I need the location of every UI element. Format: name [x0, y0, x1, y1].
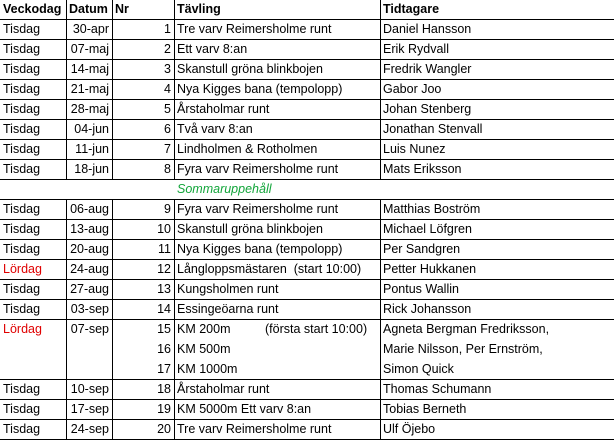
cell-race: Nya Kigges bana (tempolopp) — [177, 242, 343, 256]
cell-date: 07-sep — [70, 322, 109, 336]
cell-race: Kungsholmen runt — [177, 282, 279, 296]
cell-day: Tisdag — [3, 302, 41, 316]
header-race: Tävling — [177, 2, 221, 16]
cell-race: KM 1000m — [177, 362, 238, 376]
table-row — [0, 420, 614, 440]
cell-day: Tisdag — [3, 42, 41, 56]
cell-day: Tisdag — [3, 122, 41, 136]
table-row — [0, 300, 614, 320]
cell-timer: Petter Hukkanen — [383, 262, 477, 276]
table-row — [0, 80, 614, 100]
cell-race: Skanstull gröna blinkbojen — [177, 62, 323, 76]
cell-timer: Michael Löfgren — [383, 222, 472, 236]
cell-day: Tisdag — [3, 142, 41, 156]
header-nr: Nr — [115, 2, 129, 16]
summer-break-row — [0, 180, 614, 200]
cell-race: Skanstull gröna blinkbojen — [177, 222, 323, 236]
cell-nr: 15 — [157, 322, 171, 336]
table-row — [0, 60, 614, 80]
cell-nr: 3 — [164, 62, 171, 76]
cell-nr: 20 — [157, 422, 171, 436]
cell-timer: Mats Eriksson — [383, 162, 462, 176]
header-date: Datum — [69, 2, 108, 16]
cell-nr: 13 — [157, 282, 171, 296]
table-row — [0, 400, 614, 420]
header-day: Veckodag — [3, 2, 62, 16]
cell-race: Årstaholmar runt — [177, 102, 270, 116]
table-row — [0, 100, 614, 120]
grid-line — [66, 200, 67, 440]
cell-nr: 19 — [157, 402, 171, 416]
cell-nr: 1 — [164, 22, 171, 36]
cell-day: Tisdag — [3, 62, 41, 76]
cell-day: Tisdag — [3, 422, 41, 436]
cell-timer: Fredrik Wangler — [383, 62, 472, 76]
cell-race: Årstaholmar runt — [177, 382, 270, 396]
table-row — [0, 220, 614, 240]
cell-day: Tisdag — [3, 22, 41, 36]
cell-date: 21-maj — [70, 82, 109, 96]
cell-timer: Matthias Boström — [383, 202, 481, 216]
cell-day-saturday: Lördag — [3, 262, 42, 276]
table-row — [0, 40, 614, 60]
cell-date: 17-sep — [70, 402, 109, 416]
cell-nr: 2 — [164, 42, 171, 56]
table-row — [0, 260, 614, 280]
grid-line — [380, 200, 381, 440]
cell-date: 11-jun — [75, 142, 109, 156]
cell-nr: 5 — [164, 102, 171, 116]
table-row — [0, 120, 614, 140]
grid-line — [174, 200, 175, 440]
cell-race: Fyra varv Reimersholme runt — [177, 202, 339, 216]
table-row — [0, 20, 614, 40]
cell-date: 06-aug — [70, 202, 109, 216]
cell-race-note: (första start 10:00) — [265, 322, 368, 336]
table-row — [0, 160, 614, 180]
table-row — [0, 380, 614, 400]
grid-line — [112, 200, 113, 440]
cell-timer: Simon Quick — [383, 362, 454, 376]
cell-date: 07-maj — [70, 42, 109, 56]
cell-date: 27-aug — [70, 282, 109, 296]
cell-day: Tisdag — [3, 202, 41, 216]
cell-day: Tisdag — [3, 382, 41, 396]
cell-timer: Johan Stenberg — [383, 102, 472, 116]
cell-nr: 14 — [157, 302, 171, 316]
cell-nr: 17 — [157, 362, 171, 376]
cell-nr: 12 — [157, 262, 171, 276]
cell-timer: Pontus Wallin — [383, 282, 459, 296]
cell-nr: 8 — [164, 162, 171, 176]
cell-race: KM 200m — [177, 322, 231, 336]
cell-day-saturday: Lördag — [3, 322, 42, 336]
cell-day: Tisdag — [3, 102, 41, 116]
grid-line — [66, 0, 67, 180]
cell-timer: Erik Rydvall — [383, 42, 449, 56]
cell-race: Långloppsmästaren (start 10:00) — [177, 262, 362, 276]
cell-race: Essingeöarna runt — [177, 302, 279, 316]
cell-timer: Luis Nunez — [383, 142, 446, 156]
cell-date: 30-apr — [72, 22, 109, 36]
cell-timer: Rick Johansson — [383, 302, 472, 316]
cell-race: KM 5000m Ett varv 8:an — [177, 402, 312, 416]
cell-date: 03-sep — [70, 302, 109, 316]
cell-nr: 11 — [158, 242, 171, 256]
cell-date: 04-jun — [74, 122, 109, 136]
cell-race: Lindholmen & Rotholmen — [177, 142, 318, 156]
table-row — [0, 140, 614, 160]
table-row-km — [0, 320, 614, 380]
cell-day: Tisdag — [3, 222, 41, 236]
cell-timer: Thomas Schumann — [383, 382, 492, 396]
cell-nr: 6 — [164, 122, 171, 136]
table-row — [0, 280, 614, 300]
cell-date: 24-aug — [70, 262, 109, 276]
cell-day: Tisdag — [3, 282, 41, 296]
cell-date: 24-sep — [70, 422, 109, 436]
cell-nr: 10 — [157, 222, 171, 236]
grid-line — [112, 0, 113, 180]
cell-timer: Jonathan Stenvall — [383, 122, 483, 136]
cell-day: Tisdag — [3, 82, 41, 96]
cell-timer: Per Sandgren — [383, 242, 461, 256]
cell-date: 14-maj — [70, 62, 109, 76]
cell-date: 18-jun — [74, 162, 109, 176]
cell-timer: Marie Nilsson, Per Ernström, — [383, 342, 543, 356]
cell-timer: Agneta Bergman Fredriksson, — [383, 322, 550, 336]
cell-date: 20-aug — [70, 242, 109, 256]
cell-date: 28-maj — [70, 102, 109, 116]
cell-timer: Gabor Joo — [383, 82, 442, 96]
cell-race: Nya Kigges bana (tempolopp) — [177, 82, 343, 96]
cell-nr: 16 — [157, 342, 171, 356]
cell-race: Tre varv Reimersholme runt — [177, 422, 332, 436]
cell-race: Tre varv Reimersholme runt — [177, 22, 332, 36]
summer-break-label: Sommaruppehåll — [177, 182, 272, 196]
header-timer: Tidtagare — [383, 2, 440, 16]
header-row — [0, 0, 614, 20]
cell-nr: 9 — [164, 202, 171, 216]
cell-nr: 7 — [164, 142, 171, 156]
cell-nr: 4 — [164, 82, 171, 96]
cell-day: Tisdag — [3, 402, 41, 416]
grid-line — [174, 0, 175, 180]
table-row — [0, 200, 614, 220]
cell-timer: Tobias Berneth — [383, 402, 467, 416]
cell-day: Tisdag — [3, 242, 41, 256]
cell-race: Ett varv 8:an — [177, 42, 248, 56]
cell-nr: 18 — [157, 382, 171, 396]
cell-race: Fyra varv Reimersholme runt — [177, 162, 339, 176]
cell-day: Tisdag — [3, 162, 41, 176]
cell-race: KM 500m — [177, 342, 231, 356]
cell-date: 10-sep — [70, 382, 109, 396]
grid-line — [380, 0, 381, 180]
cell-race: Två varv 8:an — [177, 122, 253, 136]
cell-date: 13-aug — [70, 222, 109, 236]
cell-timer: Ulf Öjebo — [383, 422, 436, 436]
cell-timer: Daniel Hansson — [383, 22, 472, 36]
table-row — [0, 240, 614, 260]
